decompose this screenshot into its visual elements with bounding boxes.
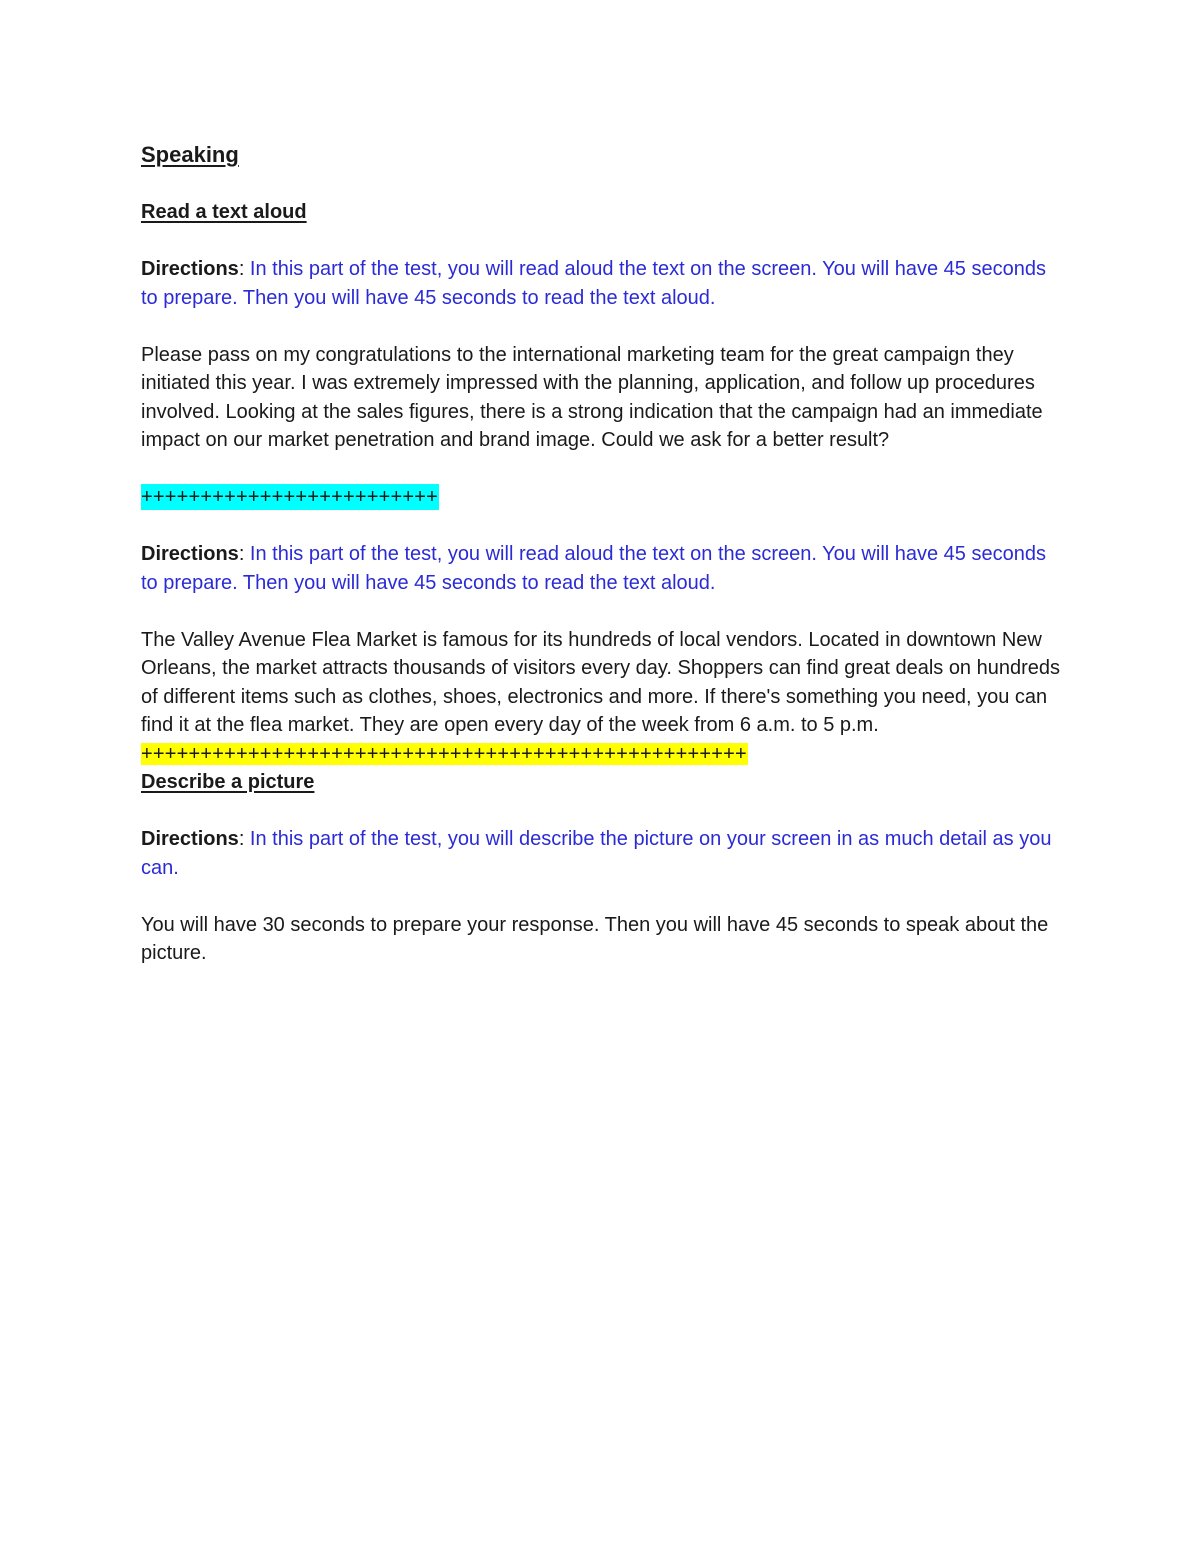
directions-colon: : <box>238 828 245 850</box>
instructions-paragraph: You will have 30 seconds to prepare your response. Then you will have 45 seconds to speak about the picture. <box>141 913 1049 964</box>
spacer <box>141 512 1061 541</box>
directions-text: In this part of the test, you will describe the picture on your screen in as much detail as you can. <box>141 828 1052 879</box>
directions-label: Directions <box>141 543 239 565</box>
document-title: Speaking <box>141 142 239 167</box>
spacer <box>141 227 1061 256</box>
directions-text: In this part of the test, you will read aloud the text on the screen. You will have 45 seconds to prepare. Then you will have 45 seconds to read the text aloud. <box>141 543 1046 594</box>
separator-yellow-row <box>141 740 1061 769</box>
separator-yellow: +++++++++++++++++++++++++++++++++++++++++++++++++++ <box>141 742 747 765</box>
directions-label: Directions <box>141 828 239 850</box>
directions-colon: : <box>238 543 245 565</box>
spacer <box>141 882 1061 911</box>
directions-colon: : <box>238 258 245 280</box>
spacer <box>141 597 1061 626</box>
directions-text: In this part of the test, you will read aloud the text on the screen. You will have 45 seconds to prepare. Then you will have 45 seconds to read the text aloud. <box>141 258 1046 309</box>
directions-paragraph-2 <box>141 540 1061 597</box>
section-heading-read-aloud: Read a text aloud <box>141 201 307 223</box>
directions-label: Directions <box>141 258 239 280</box>
spacer <box>141 455 1061 484</box>
spacer <box>141 797 1061 826</box>
section-heading-describe-picture: Describe a picture <box>141 771 315 793</box>
directions-paragraph-1 <box>141 255 1061 312</box>
passage-2: The Valley Avenue Flea Market is famous for its hundreds of local vendors. Located in downtown New Orleans, the market attracts thousands of visitors every day. Shoppers can find great deals on hundreds of different items such as clothes, shoes, electronics and more. If there's something you need, you can find it at the flea market. They are open every day of the week from 6 a.m. to 5 p.m. <box>141 628 1061 736</box>
spacer <box>141 312 1061 341</box>
directions-paragraph-3 <box>141 825 1061 882</box>
document-page <box>141 140 1061 968</box>
separator-cyan: +++++++++++++++++++++++++ <box>141 486 438 508</box>
passage-1: Please pass on my congratulations to the international marketing team for the great campaign they initiated this year. I was extremely impressed with the planning, application, and follow up procedures involved. Looking at the sales figures, there is a strong indication that the campaign had an immediate impact on our market penetration and brand image. Could we ask for a better result? <box>141 343 1043 451</box>
separator-cyan-row <box>141 483 1061 512</box>
